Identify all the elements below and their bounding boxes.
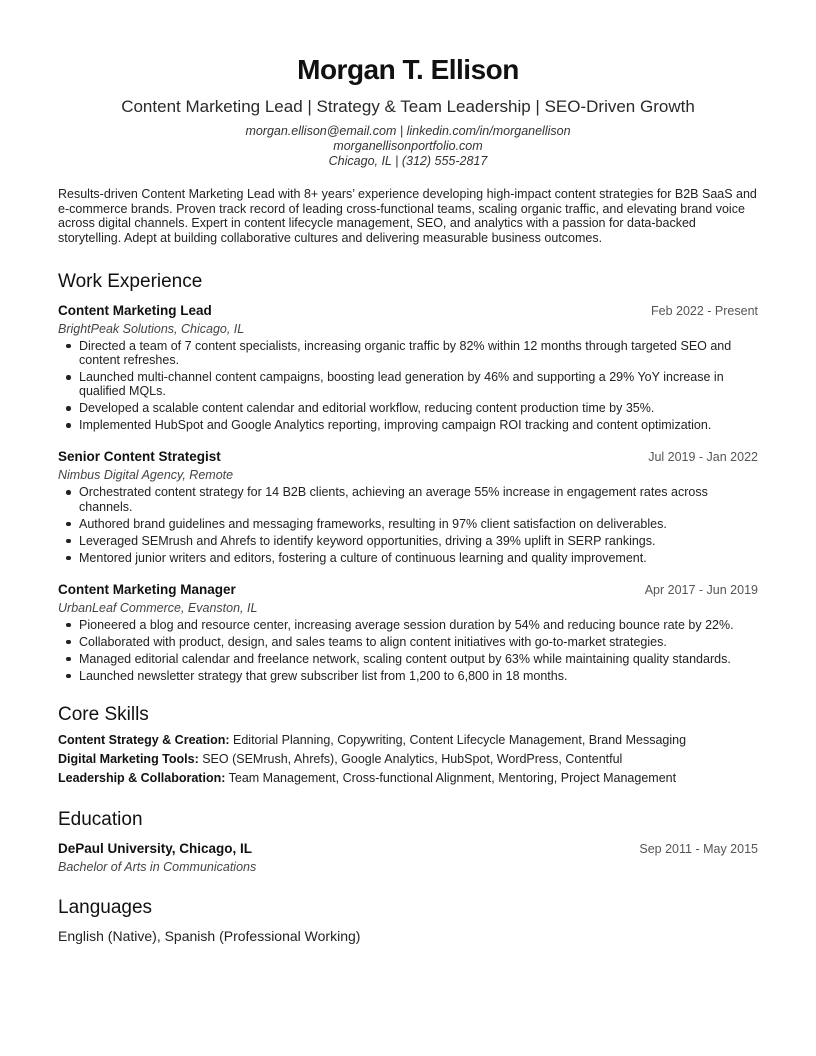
skill-category: Digital Marketing Tools: [58, 752, 199, 767]
job-bullet: Directed a team of 7 content specialists, increasing organic traffic by 82% within 12 months through targeted SEO and content refreshes. [79, 339, 758, 367]
skill-list: Editorial Planning, Copywriting, Content Lifecycle Management, Brand Messaging [229, 733, 687, 748]
education-entry [58, 840, 758, 876]
job-company: UrbanLeaf Commerce, Evanston, IL [58, 600, 258, 615]
job-entry [58, 302, 758, 433]
job-bullet: Mentored junior writers and editors, fostering a culture of continuous learning and quality improvement. [79, 551, 758, 565]
headline-tagline: Content Marketing Lead | Strategy & Team Leadership | SEO-Driven Growth [121, 97, 695, 116]
languages-section [58, 896, 758, 945]
job-entry [58, 448, 758, 564]
section-title-skills: Core Skills [58, 704, 149, 726]
job-bullet: Developed a scalable content calendar and editorial workflow, reducing content production time by 35%. [79, 401, 758, 415]
section-title-work: Work Experience [58, 270, 203, 292]
job-bullet: Leveraged SEMrush and Ahrefs to identify keyword opportunities, driving a 39% uplift in SERP rankings. [79, 534, 758, 548]
job-dates: Apr 2017 - Jun 2019 [644, 582, 758, 597]
job-bullet: Managed editorial calendar and freelance network, scaling content output by 63% while maintaining quality standards. [79, 652, 758, 666]
contact-location-phone: Chicago, IL | (312) 555-2817 [328, 154, 488, 168]
job-bullets [58, 339, 758, 433]
job-entry [58, 581, 758, 683]
job-bullet: Pioneered a blog and resource center, increasing average session duration by 54% and reducing bounce rate by 22%. [79, 618, 758, 632]
job-bullet: Authored brand guidelines and messaging frameworks, resulting in 97% client satisfaction on deliverables. [79, 517, 758, 531]
degree: Bachelor of Arts in Communications [58, 860, 257, 875]
job-bullets [58, 485, 758, 564]
job-company: BrightPeak Solutions, Chicago, IL [58, 321, 245, 336]
skill-list: SEO (SEMrush, Ahrefs), Google Analytics, HubSpot, WordPress, Contentful [198, 752, 623, 767]
education-dates: Sep 2011 - May 2015 [639, 842, 758, 857]
languages-list: English (Native), Spanish (Professional Working) [58, 928, 361, 945]
work-experience-section [58, 270, 758, 683]
job-dates: Jul 2019 - Jan 2022 [648, 450, 758, 465]
job-title: Content Marketing Lead [58, 302, 212, 318]
skill-list: Team Management, Cross-functional Alignment, Mentoring, Project Management [225, 771, 677, 786]
job-bullet: Implemented HubSpot and Google Analytics reporting, improving campaign ROI tracking and content optimization. [79, 418, 758, 432]
job-title: Content Marketing Manager [58, 581, 236, 597]
professional-summary: Results-driven Content Marketing Lead with 8+ years’ experience developing high-impact content strategies for B2B SaaS and e-commerce brands. Proven track record of leading cross-functional teams, scaling organic traffic, and elevating brand voice across digital channels. Expert in content lifecycle management, SEO, and analytics with a passion for data-backed storytelling. Adept at building collaborative cultures and delivering measurable business outcomes. [58, 187, 757, 246]
section-title-languages: Languages [58, 897, 153, 919]
section-title-education: Education [58, 809, 143, 831]
job-bullet: Orchestrated content strategy for 14 B2B clients, achieving an average 55% increase in engagement rates across channels. [79, 485, 758, 513]
contact-block [58, 124, 758, 169]
job-bullet: Launched newsletter strategy that grew subscriber list from 1,200 to 6,800 in 18 months. [79, 669, 758, 683]
skill-category: Content Strategy & Creation: [58, 733, 230, 748]
job-bullets [58, 618, 758, 683]
school-name: DePaul University, Chicago, IL [58, 841, 253, 857]
job-company: Nimbus Digital Agency, Remote [58, 468, 234, 483]
skill-row [58, 769, 758, 788]
job-bullet: Launched multi-channel content campaigns, boosting lead generation by 46% and supporting a 29% YoY increase in qualified MQLs. [79, 370, 758, 398]
core-skills-section [58, 703, 758, 788]
job-bullet: Collaborated with product, design, and sales teams to align content initiatives with go-to-market strategies. [79, 635, 758, 649]
job-dates: Feb 2022 - Present [650, 303, 758, 318]
contact-email-linkedin: morgan.ellison@email.com | linkedin.com/in/morganellison [245, 124, 571, 138]
skill-row [58, 731, 758, 750]
job-title: Senior Content Strategist [58, 449, 221, 465]
contact-portfolio: morganellisonportfolio.com [333, 139, 483, 153]
skill-row [58, 750, 758, 769]
education-section [58, 808, 758, 876]
candidate-name: Morgan T. Ellison [297, 54, 519, 85]
skill-category: Leadership & Collaboration: [58, 771, 226, 786]
